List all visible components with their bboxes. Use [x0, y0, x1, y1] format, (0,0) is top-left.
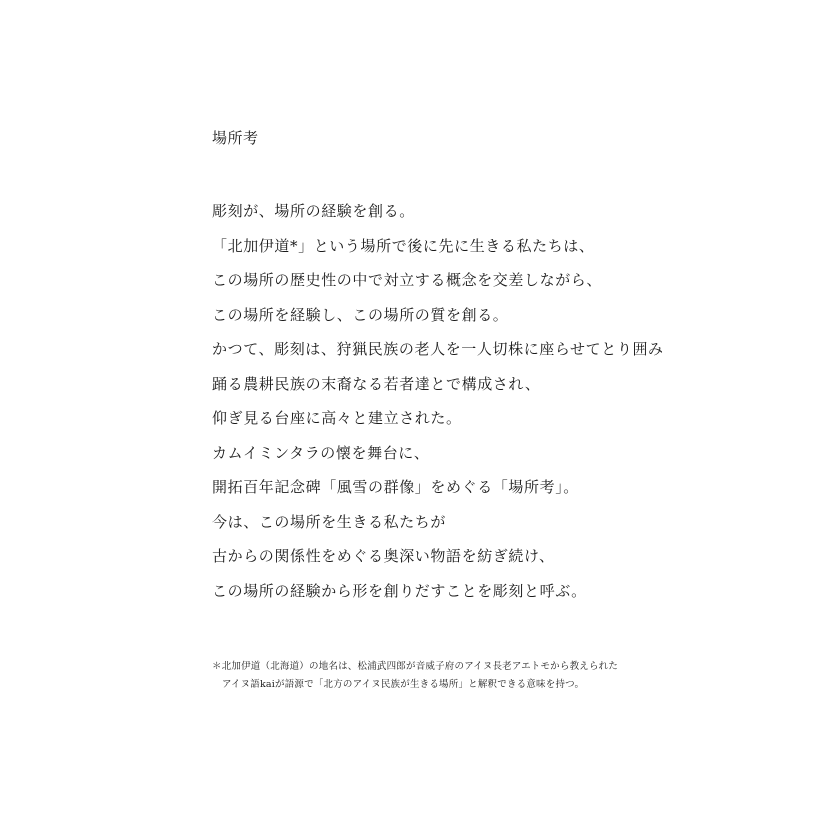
body-line: 踊る農耕民族の末裔なる若者達とで構成され、 [212, 374, 541, 393]
body-line: 彫刻が、場所の経験を創る。 [212, 202, 415, 220]
poem-body [212, 200, 664, 614]
body-line: この場所の歴史性の中で対立する概念を交差しながら、 [212, 271, 603, 289]
body-line: この場所の経験から形を創りだすことを彫刻と呼ぶ。 [212, 581, 587, 600]
page-title: 場所考 [212, 129, 259, 147]
footnote-line: アイヌ語kaiが語源で「北方のアイヌ民族が生きる場所」と解釈できる意味を持つ。 [222, 679, 585, 690]
body-line: 開拓百年記念碑「風雪の群像」をめぐる「場所考」。 [212, 478, 579, 496]
body-line: この場所を経験し、この場所の質を創る。 [212, 305, 509, 324]
body-line: 仰ぎ見る台座に高々と建立された。 [212, 409, 462, 427]
body-line: かつて、彫刻は、狩猟民族の老人を一人切株に座らせてとり囲み [212, 340, 664, 358]
body-line: カムイミンタラの懐を舞台に、 [212, 443, 430, 462]
footnote [212, 658, 618, 694]
body-line: 「北加伊道*」という場所で後に先に生きる私たちは、 [212, 236, 595, 255]
body-line: 今は、この場所を生きる私たちが [212, 512, 447, 531]
footnote-line: ＊北加伊道（北海道）の地名は、松浦武四郎が音威子府のアイヌ長老アエトモから教えられた [212, 661, 619, 672]
body-line: 古からの関係性をめぐる奥深い物語を紡ぎ続け、 [212, 547, 555, 565]
